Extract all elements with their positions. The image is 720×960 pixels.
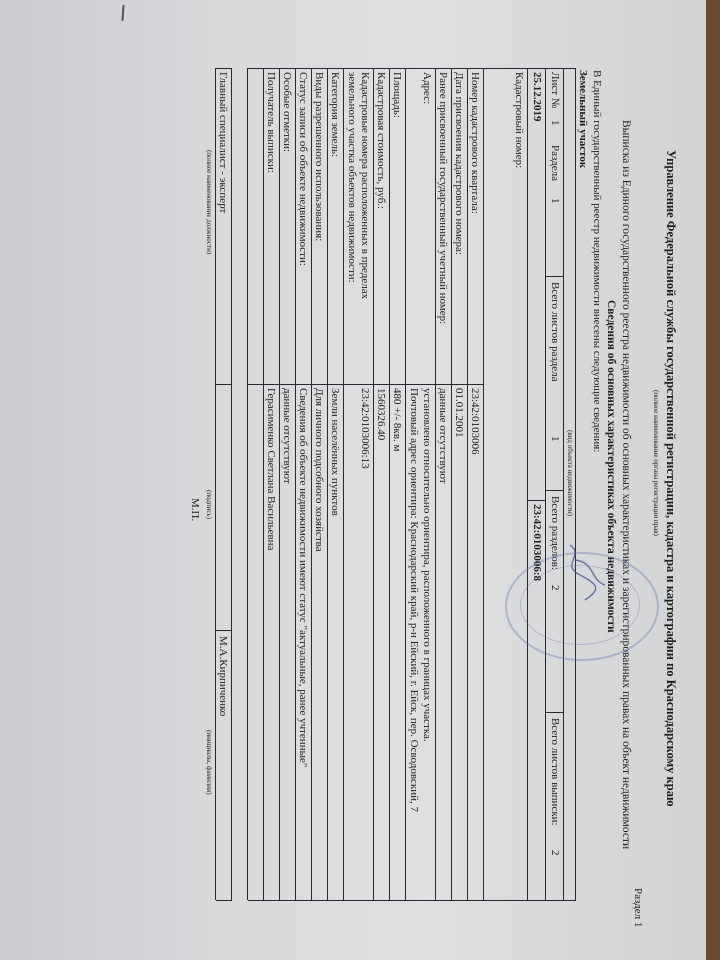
object-type: Земельный участок — [577, 70, 589, 169]
handwritten-signature — [550, 540, 640, 610]
document-title: Выписка из Единого государственного реестра недвижимости об основных характеристиках и зарегистрированных правах на объект недвижимости — [620, 120, 632, 850]
document-subtitle: Сведения об основных характеристиках объекта недвижимости — [605, 300, 617, 633]
sign-caption: (подпись) — [205, 490, 213, 520]
row-value: 23:42:0103006:13 — [359, 388, 371, 469]
row-label: Статус записи об объекте недвижимости: — [297, 72, 309, 266]
total-section-sheets-number: 1 — [549, 436, 561, 442]
row-value: установлено относительно ориентира, расположенного в границах участка. — [421, 388, 433, 742]
signer-name: М.А.Кирпиченко — [217, 636, 229, 717]
row-label: Кадастровая стоимость, руб.: — [375, 72, 387, 210]
row-label: Особые отметки: — [281, 72, 293, 153]
sheet-label: Лист № — [549, 72, 561, 109]
table-right-line — [248, 900, 576, 901]
section-of-label: Раздела — [549, 145, 561, 181]
total-sheets-label: Всего листов выписки: — [549, 718, 561, 826]
row-label: Площадь: — [391, 72, 403, 118]
total-sheets-number: 2 — [549, 850, 561, 856]
row-value: 480 +/- 8кв. м — [391, 388, 403, 452]
intro-text: В Единый государственный реестр недвижимости внесены следующие сведения: — [591, 70, 603, 453]
total-sections-label: Всего разделов: — [549, 496, 561, 570]
total-section-sheets-label: Всего листов раздела — [549, 282, 561, 382]
row-value: 1560326.40 — [375, 388, 387, 441]
row-label: Получатель выписки: — [265, 72, 277, 173]
row-label: Ранее присвоенный государственный учетный номер: — [437, 72, 449, 325]
name-caption: (инициалы, фамилия) — [205, 730, 213, 795]
object-caption: (вид объекта недвижимости) — [566, 430, 574, 516]
table-value-divider — [248, 384, 484, 385]
row-label: Категория земель: — [329, 72, 341, 158]
row-value: данные отсутствуют — [437, 388, 449, 484]
row-label: Дата присвоения кадастрового номера: — [453, 72, 465, 255]
sheet-number: 1 — [549, 120, 561, 126]
signature-top-line — [231, 68, 232, 900]
signer-position: Главный специалист - эксперт — [217, 72, 229, 214]
table-top-line — [575, 68, 576, 900]
total-sections-number: 2 — [549, 585, 561, 591]
row-value: Земли населённых пунктов — [329, 388, 341, 516]
row-value: 01.01.2001 — [453, 388, 465, 438]
row-label: Адрес: — [421, 72, 433, 105]
row-value: Герасименко Светлана Васильевна — [265, 388, 277, 551]
extract-date: 25.12.2019 — [531, 72, 543, 122]
section-number: 1 — [549, 198, 561, 204]
row-value: Для личного подсобного хозяйства — [313, 388, 325, 552]
table-left-line — [248, 68, 576, 69]
row-label: Виды разрешенного использования: — [313, 72, 325, 242]
section-label: Раздел 1 — [632, 888, 644, 928]
row-value: данные отсутствуют — [281, 388, 293, 484]
row-label: Номер кадастрового квартала: — [469, 72, 481, 214]
signature-bottom-line — [215, 68, 216, 900]
row-label: Кадастровые номера расположенных в пределах — [359, 72, 371, 300]
position-caption: (полное наименование должности) — [205, 150, 213, 255]
row-value: Сведения об объекте недвижимости имеют статус "актуальные, ранее учтенные" — [297, 388, 309, 768]
row-value-line2: Почтовый адрес ориентира: Краснодарский край, р-н Ейский, г. Ейск, пер. Осводовский, 7 — [408, 388, 420, 813]
row-label-line2: земельного участка объектов недвижимости: — [346, 72, 358, 283]
cad-number-value: 23:42:0103006:8 — [531, 504, 543, 581]
seal-place-label: М.П. — [189, 498, 201, 522]
row-value: 23:42:0103006 — [469, 388, 481, 455]
org-name: Управление Федеральной службы государственной регистрации, кадастра и картографии по Краснодарскому краю — [664, 150, 678, 807]
org-caption: (полное наименование органа регистрации прав) — [652, 390, 660, 536]
cad-number-label: Кадастровый номер: — [513, 72, 525, 169]
